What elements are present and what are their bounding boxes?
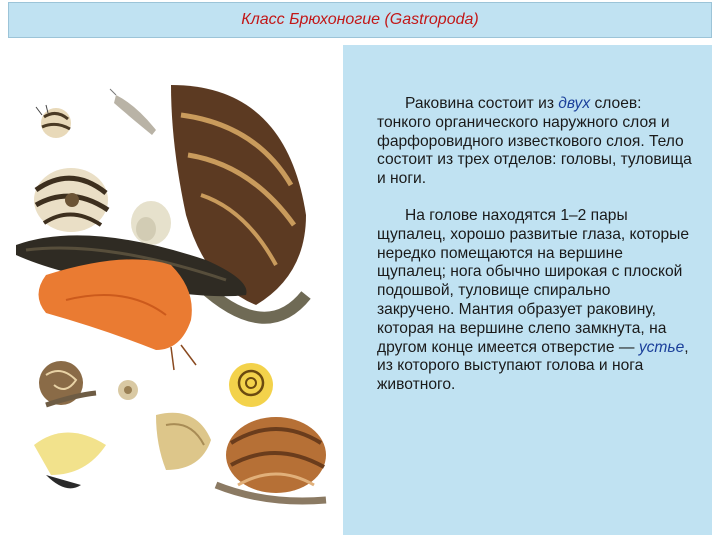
snail-shell-icon	[34, 433, 106, 489]
snail-shell-icon	[39, 361, 96, 405]
snail-shell-icon	[216, 417, 326, 501]
paragraph-shell-text-1: Раковина состоит из	[405, 95, 559, 112]
gastropod-plate	[6, 45, 342, 505]
paragraph-head	[377, 207, 692, 395]
emph-word-two: двух	[558, 95, 591, 112]
emph-word-ustye: устье	[638, 338, 685, 356]
paragraph-shell	[377, 95, 692, 189]
slide-title: Класс Брюхоногие (Gastropoda)	[241, 11, 479, 28]
snail-shell-icon	[156, 413, 211, 470]
snail-shell-icon	[36, 105, 71, 138]
paragraph-shell-text-2: слоев: тонкого органического наружного слоя и фарфоровидного известкового слоя. Тело состоит из трех отделов: головы, туловища и ноги.	[377, 95, 692, 188]
snail-shell-icon	[118, 380, 138, 400]
paragraph-head-text-1: На голове находятся 1–2 пары щупалец, хорошо развитые глаза, которые нередко помещаются на вершине щупалец; нога обычно широкая с плоской подошвой, туловище спирально закручено. Мантия образует раковину, которая на вершине слепо замкнута, на другом конце имеется отверстие —	[377, 206, 690, 356]
paragraph-head-text-2: , из которого выступают голова и нога животного.	[377, 338, 689, 394]
title-bar	[8, 2, 712, 38]
gastropod-illustration	[6, 45, 342, 505]
description-panel	[343, 45, 712, 535]
slug-icon	[39, 259, 197, 370]
snail-shell-icon	[34, 168, 108, 232]
snail-shell-icon	[229, 363, 273, 407]
snail-shell-icon	[131, 201, 171, 245]
slug-icon	[110, 89, 156, 135]
